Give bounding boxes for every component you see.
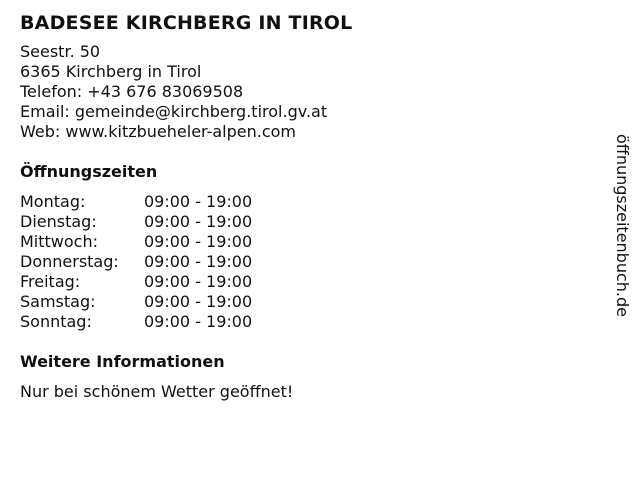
hours-time: 09:00 - 19:00 xyxy=(144,292,253,311)
hours-day: Donnerstag: xyxy=(20,252,119,271)
phone-number: Telefon: +43 676 83069508 xyxy=(20,82,244,101)
hours-time: 09:00 - 19:00 xyxy=(144,192,253,211)
hours-time: 09:00 - 19:00 xyxy=(144,272,253,291)
hours-row-wednesday xyxy=(20,232,600,252)
hours-row-sunday xyxy=(20,312,600,332)
address-city: 6365 Kirchberg in Tirol xyxy=(20,62,202,81)
address-block xyxy=(20,42,600,142)
email-address: Email: gemeinde@kirchberg.tirol.gv.at xyxy=(20,102,328,121)
hours-row-friday xyxy=(20,272,600,292)
hours-row-monday xyxy=(20,192,600,212)
opening-hours-heading: Öffnungszeiten xyxy=(20,162,158,181)
hours-time: 09:00 - 19:00 xyxy=(144,252,253,271)
hours-time: 09:00 - 19:00 xyxy=(144,232,253,251)
hours-day: Freitag: xyxy=(20,272,81,291)
hours-day: Samstag: xyxy=(20,292,96,311)
venue-title: BADESEE KIRCHBERG IN TIROL xyxy=(20,12,353,34)
hours-row-saturday xyxy=(20,292,600,312)
hours-row-tuesday xyxy=(20,212,600,232)
hours-time: 09:00 - 19:00 xyxy=(144,212,253,231)
hours-time: 09:00 - 19:00 xyxy=(144,312,253,331)
hours-day: Mittwoch: xyxy=(20,232,98,251)
more-info-heading: Weitere Informationen xyxy=(20,352,225,371)
site-watermark: öffnungszeitenbuch.de xyxy=(613,134,632,317)
hours-row-thursday xyxy=(20,252,600,272)
hours-day: Dienstag: xyxy=(20,212,97,231)
hours-day: Sonntag: xyxy=(20,312,92,331)
website-address: Web: www.kitzbueheler-alpen.com xyxy=(20,122,297,141)
hours-day: Montag: xyxy=(20,192,86,211)
address-street: Seestr. 50 xyxy=(20,42,101,61)
venue-card xyxy=(20,10,600,402)
opening-hours-table xyxy=(20,192,600,332)
more-info-text: Nur bei schönem Wetter geöffnet! xyxy=(20,382,294,401)
